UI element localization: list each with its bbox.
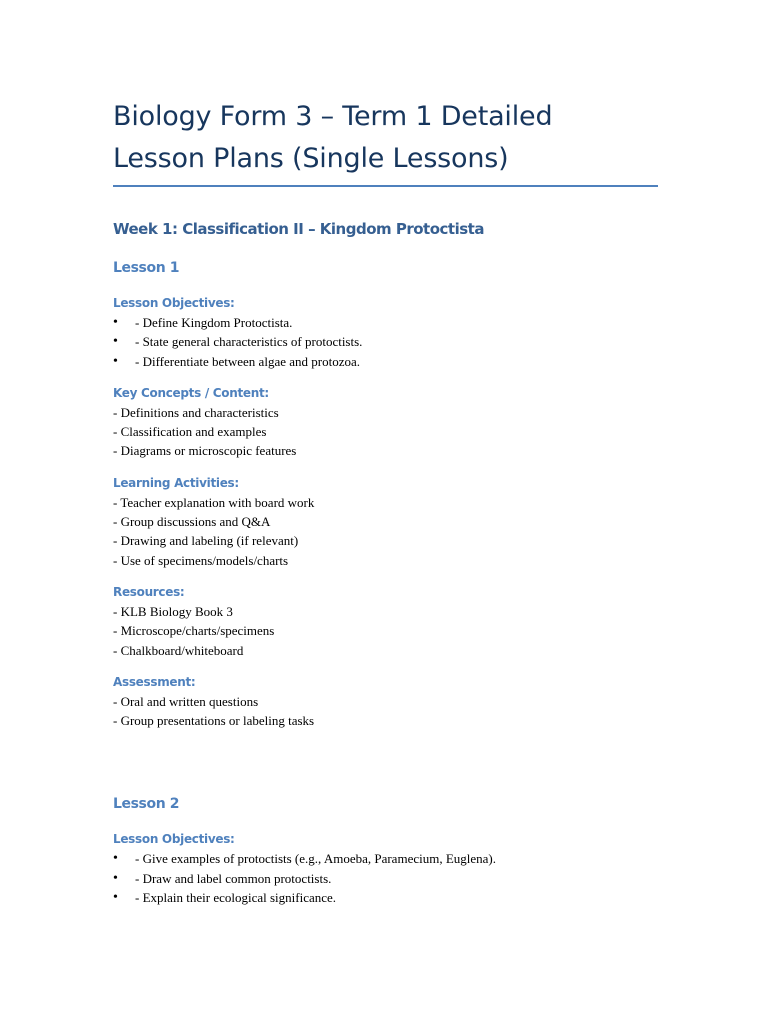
concept-line: - Diagrams or microscopic features	[113, 443, 297, 459]
week-heading: Week 1: Classification II – Kingdom Protoctista	[113, 220, 484, 238]
assessment-line: - Oral and written questions	[113, 693, 259, 709]
lesson-1-heading: Lesson 1	[113, 260, 180, 276]
objective-text: - Give examples of protoctists (e.g., Amoeba, Paramecium, Euglena).	[135, 851, 497, 867]
objective-item	[113, 849, 658, 868]
lesson-1-assessment-heading: Assessment:	[113, 674, 196, 689]
objective-text: - Explain their ecological significance.	[135, 890, 337, 906]
document-page	[113, 96, 658, 907]
activity-line: - Drawing and labeling (if relevant)	[113, 533, 299, 549]
lesson-1-objectives-heading: Lesson Objectives:	[113, 296, 235, 310]
activity-line: - Use of specimens/models/charts	[113, 552, 289, 568]
document-title	[113, 96, 658, 187]
lesson-1-activities-list	[113, 493, 658, 570]
lesson-1-assessment-list	[113, 692, 658, 731]
bullet-icon: •	[113, 851, 118, 867]
objective-text: - Draw and label common protoctists.	[135, 870, 332, 886]
lesson-1-objectives-list	[113, 313, 658, 371]
lesson-1-concepts-list	[113, 403, 658, 461]
lesson-2-heading: Lesson 2	[113, 796, 180, 813]
resource-line: - Microscope/charts/specimens	[113, 623, 275, 639]
objective-item	[113, 332, 658, 351]
objective-item	[113, 869, 658, 888]
lesson-2-objectives-list	[113, 849, 658, 907]
bullet-icon: •	[113, 890, 118, 906]
objective-item	[113, 313, 658, 332]
assessment-line: - Group presentations or labeling tasks	[113, 713, 315, 729]
objective-text: - State general characteristics of protoctists.	[135, 334, 363, 350]
concept-line: - Definitions and characteristics	[113, 404, 279, 420]
activity-line: - Teacher explanation with board work	[113, 494, 315, 510]
objective-text: - Define Kingdom Protoctista.	[135, 315, 293, 330]
bullet-icon: •	[113, 334, 118, 350]
bullet-icon: •	[113, 870, 118, 886]
objective-text: - Differentiate between algae and protozoa.	[135, 353, 360, 369]
resource-line: - Chalkboard/whiteboard	[113, 642, 244, 658]
lesson-2-section	[113, 794, 658, 907]
lesson-2-objectives-heading: Lesson Objectives:	[113, 832, 235, 847]
objective-item	[113, 888, 658, 907]
lesson-1-concepts-heading: Key Concepts / Content:	[113, 385, 269, 400]
lesson-1-resources-heading: Resources:	[113, 584, 185, 599]
lesson-1-section	[113, 258, 658, 730]
activity-line: - Group discussions and Q&A	[113, 514, 271, 530]
resource-line: - KLB Biology Book 3	[113, 603, 233, 619]
lesson-1-activities-heading: Learning Activities:	[113, 475, 239, 490]
concept-line: - Classification and examples	[113, 424, 267, 440]
lesson-1-resources-list	[113, 602, 658, 660]
bullet-icon: •	[113, 353, 118, 369]
objective-item	[113, 352, 658, 371]
bullet-icon: •	[113, 315, 118, 330]
document-title-line-2: Lesson Plans (Single Lessons)	[113, 143, 509, 174]
document-title-line-1: Biology Form 3 – Term 1 Detailed	[113, 101, 553, 132]
